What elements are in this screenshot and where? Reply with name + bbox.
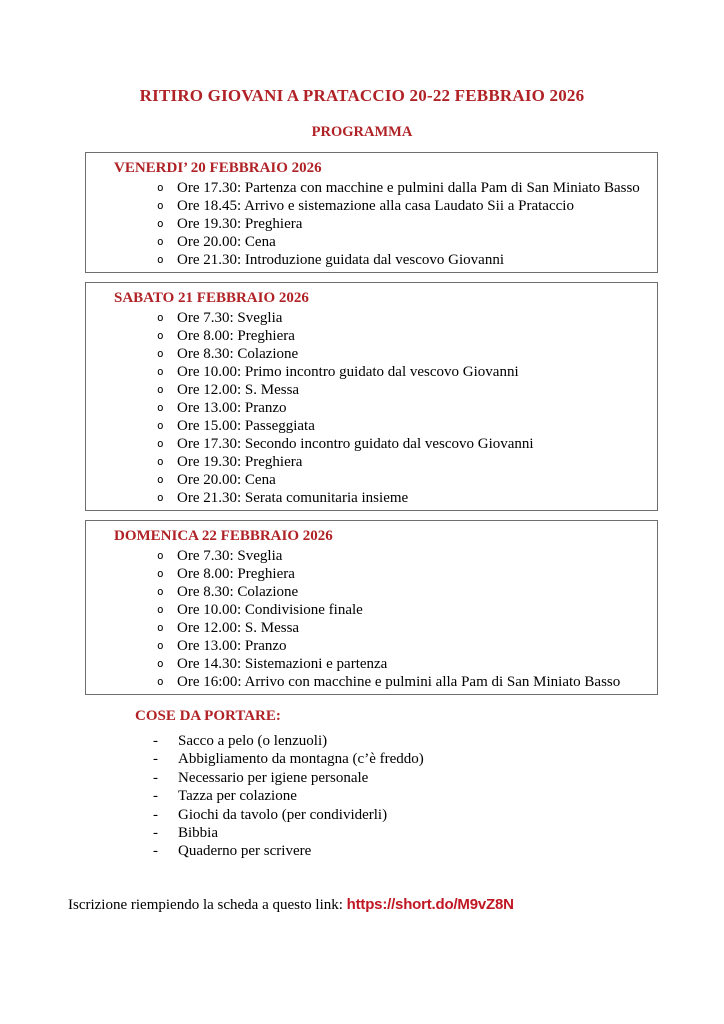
packing-item: - Abbigliamento da montagna (c’è freddo) — [178, 750, 724, 768]
schedule-item: o Ore 8.30: Colazione — [114, 345, 647, 363]
schedule-list — [114, 309, 647, 507]
schedule-item: o Ore 7.30: Sveglia — [114, 547, 647, 565]
day-section-domenica — [85, 520, 658, 695]
schedule-item: o Ore 17.30: Secondo incontro guidato dal vescovo Giovanni — [114, 435, 647, 453]
schedule-item: o Ore 13.00: Pranzo — [114, 637, 647, 655]
schedule-item: o Ore 10.00: Primo incontro guidato dal vescovo Giovanni — [114, 363, 647, 381]
packing-heading: COSE DA PORTARE: — [135, 708, 281, 724]
schedule-item: o Ore 10.00: Condivisione finale — [114, 601, 647, 619]
schedule-item: o Ore 21.30: Serata comunitaria insieme — [114, 489, 647, 507]
schedule-item: o Ore 15.00: Passeggiata — [114, 417, 647, 435]
schedule-item: o Ore 14.30: Sistemazioni e partenza — [114, 655, 647, 673]
schedule-item: o Ore 19.30: Preghiera — [114, 453, 647, 471]
packing-item: - Giochi da tavolo (per condividerli) — [178, 806, 724, 824]
page-title: RITIRO GIOVANI A PRATACCIO 20-22 FEBBRAIO 2026 — [139, 86, 585, 105]
schedule-item: o Ore 17.30: Partenza con macchine e pulmini dalla Pam di San Miniato Basso — [114, 179, 647, 197]
schedule-item: o Ore 20.00: Cena — [114, 471, 647, 489]
packing-item: - Bibbia — [178, 824, 724, 842]
packing-item: - Quaderno per scrivere — [178, 842, 724, 860]
packing-item: - Tazza per colazione — [178, 787, 724, 805]
schedule-item: o Ore 13.00: Pranzo — [114, 399, 647, 417]
packing-section — [135, 707, 724, 861]
schedule-item: o Ore 18.45: Arrivo e sistemazione alla casa Laudato Sii a Prataccio — [114, 197, 647, 215]
page-subtitle: PROGRAMMA — [311, 124, 413, 140]
signup-line — [68, 895, 724, 915]
day-heading: VENERDI’ 20 FEBBRAIO 2026 — [114, 160, 322, 176]
schedule-item: o Ore 16:00: Arrivo con macchine e pulmini alla Pam di San Miniato Basso — [114, 673, 647, 691]
schedule-item: o Ore 8.00: Preghiera — [114, 565, 647, 583]
signup-link[interactable]: https://short.do/M9vZ8N — [346, 895, 514, 913]
schedule-item: o Ore 20.00: Cena — [114, 233, 647, 251]
schedule-item: o Ore 7.30: Sveglia — [114, 309, 647, 327]
schedule-item: o Ore 12.00: S. Messa — [114, 381, 647, 399]
packing-item: - Sacco a pelo (o lenzuoli) — [178, 732, 724, 750]
schedule-list — [114, 179, 647, 269]
signup-text: Iscrizione riempiendo la scheda a questo link: — [68, 896, 347, 913]
schedule-item: o Ore 19.30: Preghiera — [114, 215, 647, 233]
day-heading: DOMENICA 22 FEBBRAIO 2026 — [114, 528, 333, 544]
day-section-venerdi — [85, 152, 658, 273]
schedule-item: o Ore 8.30: Colazione — [114, 583, 647, 601]
packing-item: - Necessario per igiene personale — [178, 769, 724, 787]
day-section-sabato — [85, 282, 658, 511]
schedule-item: o Ore 8.00: Preghiera — [114, 327, 647, 345]
packing-list — [135, 732, 724, 861]
program-boxes — [85, 152, 658, 695]
day-heading: SABATO 21 FEBBRAIO 2026 — [114, 290, 309, 306]
schedule-item: o Ore 12.00: S. Messa — [114, 619, 647, 637]
schedule-list — [114, 547, 647, 691]
schedule-item: o Ore 21.30: Introduzione guidata dal vescovo Giovanni — [114, 251, 647, 269]
